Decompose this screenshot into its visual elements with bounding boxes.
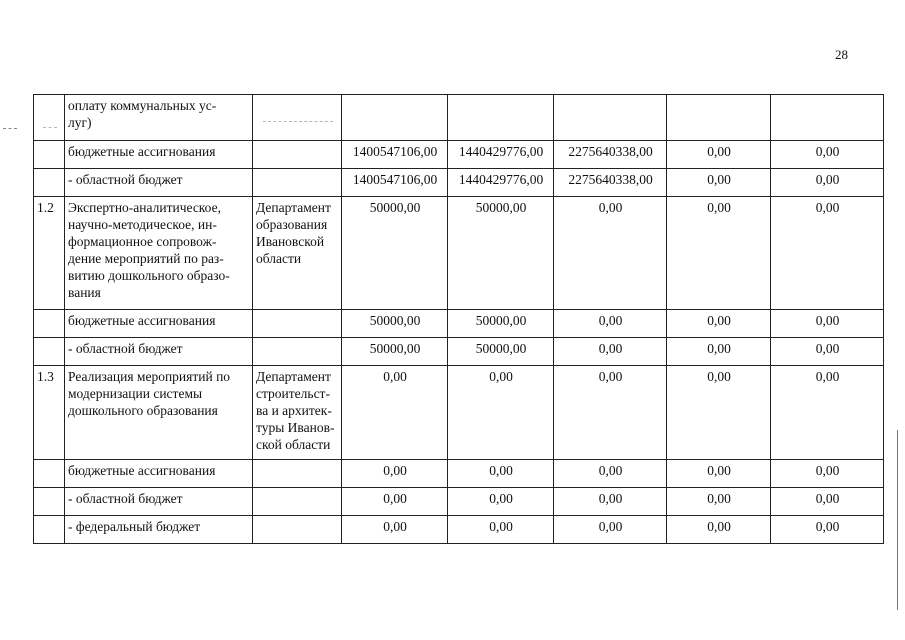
value-cell: 0,00 — [667, 310, 771, 338]
value-cell: 0,00 — [554, 197, 667, 310]
row-index — [34, 141, 65, 169]
value-cell: 0,00 — [771, 169, 884, 197]
value-cell: 0,00 — [771, 488, 884, 516]
row-title-line: - областной бюджет — [68, 491, 183, 506]
value-cell: 0,00 — [667, 338, 771, 366]
executor-line: ва и архитек- — [256, 403, 332, 418]
value-cell — [448, 95, 554, 141]
table-row — [34, 338, 884, 366]
row-index — [34, 460, 65, 488]
value-cell: 1440429776,00 — [448, 169, 554, 197]
row-title — [65, 95, 253, 141]
row-index — [34, 488, 65, 516]
row-title-line: - областной бюджет — [68, 172, 183, 187]
value-cell: 0,00 — [448, 488, 554, 516]
value-cell: 50000,00 — [448, 338, 554, 366]
row-executor — [253, 169, 342, 197]
executor-line: ской области — [256, 437, 331, 452]
row-title-line: дение мероприятий по раз- — [68, 251, 224, 266]
row-title-line: бюджетные ассигнования — [68, 144, 216, 159]
row-title-line: модернизации системы — [68, 386, 203, 401]
value-cell: 1440429776,00 — [448, 141, 554, 169]
row-title-line: формационное сопровож- — [68, 234, 217, 249]
value-cell — [667, 95, 771, 141]
executor-line: области — [256, 251, 302, 266]
value-cell: 0,00 — [554, 460, 667, 488]
table-row — [34, 95, 884, 141]
value-cell: 0,00 — [667, 516, 771, 544]
value-cell: 50000,00 — [448, 197, 554, 310]
value-cell: 0,00 — [554, 488, 667, 516]
table-row — [34, 169, 884, 197]
row-index: 1.3 — [34, 366, 65, 460]
table-row — [34, 488, 884, 516]
value-cell: 50000,00 — [342, 338, 448, 366]
value-cell: 0,00 — [771, 141, 884, 169]
value-cell: 0,00 — [448, 516, 554, 544]
row-executor — [253, 197, 342, 310]
row-title-line: бюджетные ассигнования — [68, 463, 216, 478]
row-title — [65, 338, 253, 366]
value-cell: 0,00 — [771, 197, 884, 310]
row-title — [65, 169, 253, 197]
row-title-line: научно-методическое, ин- — [68, 217, 217, 232]
value-cell: 0,00 — [667, 460, 771, 488]
value-cell — [342, 95, 448, 141]
value-cell: 0,00 — [342, 366, 448, 460]
row-title — [65, 516, 253, 544]
value-cell: 0,00 — [667, 488, 771, 516]
value-cell: 1400547106,00 — [342, 169, 448, 197]
row-title — [65, 310, 253, 338]
page-number: 28 — [835, 47, 848, 62]
executor-line: образования — [256, 217, 328, 232]
executor-line: Департамент — [256, 200, 331, 215]
table-row — [34, 460, 884, 488]
value-cell: 50000,00 — [448, 310, 554, 338]
row-index — [34, 95, 65, 141]
value-cell: 0,00 — [667, 169, 771, 197]
table-row — [34, 366, 884, 460]
row-executor — [253, 366, 342, 460]
row-executor — [253, 460, 342, 488]
value-cell: 2275640338,00 — [554, 169, 667, 197]
scan-mark-left — [3, 128, 17, 129]
value-cell: 0,00 — [667, 366, 771, 460]
value-cell: 50000,00 — [342, 197, 448, 310]
row-index — [34, 338, 65, 366]
row-title-line: луг) — [68, 115, 92, 130]
row-title-line: вания — [68, 285, 101, 300]
row-executor — [253, 95, 342, 141]
value-cell: 0,00 — [771, 516, 884, 544]
row-title-line: оплату коммунальных ус- — [68, 98, 217, 113]
row-executor — [253, 338, 342, 366]
table-row — [34, 516, 884, 544]
table-row — [34, 310, 884, 338]
executor-line: Департамент — [256, 369, 331, 384]
value-cell: 2275640338,00 — [554, 141, 667, 169]
row-index: 1.2 — [34, 197, 65, 310]
value-cell — [554, 95, 667, 141]
value-cell: 0,00 — [554, 338, 667, 366]
row-title — [65, 460, 253, 488]
executor-line: туры Иванов- — [256, 420, 335, 435]
value-cell: 0,00 — [342, 488, 448, 516]
row-title-line: Реализация мероприятий по — [68, 369, 231, 384]
executor-line: Ивановской — [256, 234, 325, 249]
value-cell: 0,00 — [554, 310, 667, 338]
value-cell: 1400547106,00 — [342, 141, 448, 169]
value-cell: 0,00 — [667, 197, 771, 310]
row-executor — [253, 141, 342, 169]
value-cell: 0,00 — [771, 338, 884, 366]
table-row — [34, 141, 884, 169]
value-cell: 0,00 — [554, 516, 667, 544]
row-title-line: витию дошкольного образо- — [68, 268, 230, 283]
value-cell: 0,00 — [667, 141, 771, 169]
value-cell: 0,00 — [448, 366, 554, 460]
row-executor — [253, 310, 342, 338]
row-index — [34, 516, 65, 544]
executor-line: строительст- — [256, 386, 330, 401]
value-cell: 0,00 — [554, 366, 667, 460]
value-cell: 0,00 — [448, 460, 554, 488]
value-cell: 0,00 — [771, 366, 884, 460]
row-title-line: бюджетные ассигнования — [68, 313, 216, 328]
table-row — [34, 197, 884, 310]
value-cell — [771, 95, 884, 141]
value-cell: 0,00 — [771, 460, 884, 488]
row-title-line: дошкольного образования — [68, 403, 218, 418]
row-executor — [253, 488, 342, 516]
row-title — [65, 366, 253, 460]
value-cell: 0,00 — [342, 460, 448, 488]
row-title — [65, 488, 253, 516]
value-cell: 0,00 — [342, 516, 448, 544]
row-index — [34, 310, 65, 338]
row-index — [34, 169, 65, 197]
scan-mark-right — [897, 430, 898, 610]
row-title-line: - областной бюджет — [68, 341, 183, 356]
value-cell: 50000,00 — [342, 310, 448, 338]
row-title-line: Экспертно-аналитическое, — [68, 200, 221, 215]
row-title — [65, 197, 253, 310]
budget-table — [33, 94, 884, 544]
value-cell: 0,00 — [771, 310, 884, 338]
row-title — [65, 141, 253, 169]
row-executor — [253, 516, 342, 544]
row-title-line: - федеральный бюджет — [68, 519, 201, 534]
